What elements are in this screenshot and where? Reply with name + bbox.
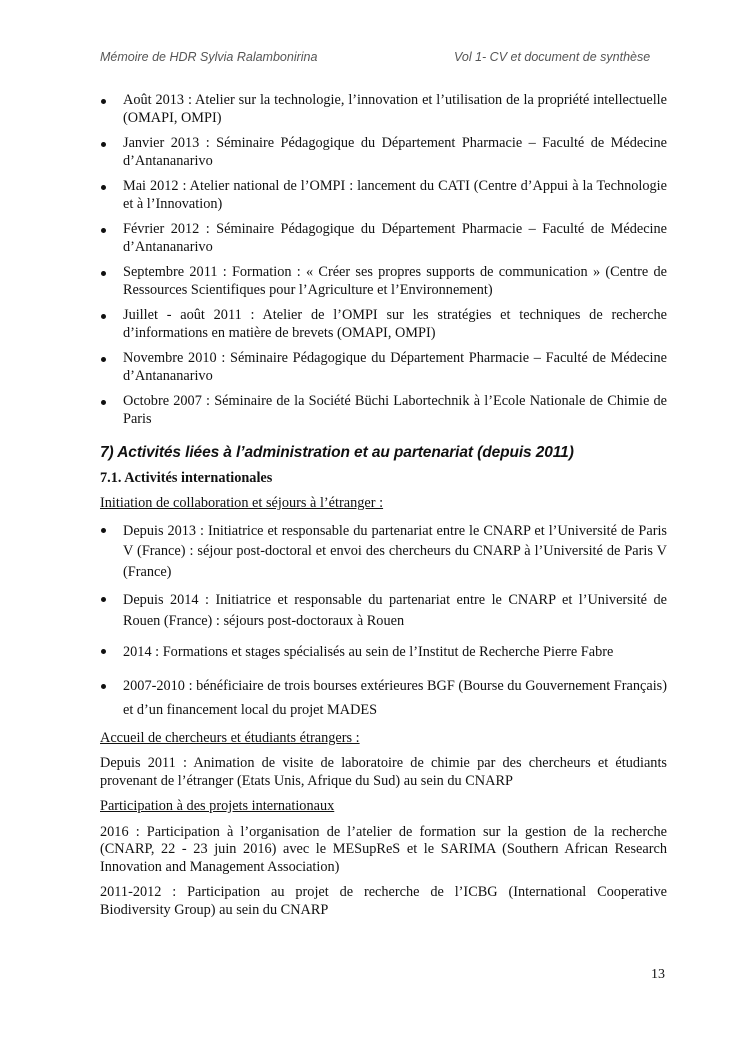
projets-text: 2016 : Participation à l’organisation de l’atelier de formation sur la gestion de la recherche (CNARP, 22 - 23 juin 2016) avec le MESupReS et le SARIMA (Southern African Research Innovation and Management Association) <box>100 823 667 875</box>
header-right-title: Vol 1- CV et document de synthèse <box>454 50 651 64</box>
collab-text: 2007-2010 : bénéficiaire de trois bourses extérieures BGF (Bourse du Gouvernement Français) et d’un financement local du projet MADES <box>123 677 667 718</box>
list-item <box>100 221 667 256</box>
bullet-icon <box>101 271 106 276</box>
collab-text: 2014 : Formations et stages spécialisés au sein de l’Institut de Recherche Pierre Fabre <box>123 644 614 660</box>
page-number: 13 <box>651 967 665 982</box>
bullet-icon <box>101 357 106 362</box>
event-text: Février 2012 : Séminaire Pédagogique du Département Pharmacie – Faculté de Médecine d’Antananarivo <box>123 221 667 255</box>
list-item <box>100 674 667 722</box>
event-text: Juillet - août 2011 : Atelier de l’OMPI sur les stratégies et techniques de recherche d’informations en matière de brevets (OMAPI, OMPI) <box>123 307 667 341</box>
header-left-title: Mémoire de HDR Sylvia Ralambonirina <box>100 50 318 64</box>
bullet-icon <box>101 684 106 689</box>
bullet-icon <box>101 228 106 233</box>
accueil-text: Depuis 2011 : Animation de visite de laboratoire de chimie par des chercheurs et étudiants provenant de l’étranger (Etats Unis, Afrique du Sud) au sein du CNARP <box>100 755 667 789</box>
bullet-icon <box>101 99 106 104</box>
events-list <box>100 92 667 428</box>
bullet-icon <box>101 649 106 654</box>
collab-text: Depuis 2014 : Initiatrice et responsable du partenariat entre le CNARP et l’Université de Rouen (France) : séjours post-doctoraux à Rouen <box>123 592 667 629</box>
list-item <box>100 178 667 213</box>
accueil-heading: Accueil de chercheurs et étudiants étrangers : <box>100 729 360 746</box>
projets-text: 2011-2012 : Participation au projet de recherche de l’ICBG (International Cooperative Biodiversity Group) au sein du CNARP <box>100 884 667 918</box>
event-text: Mai 2012 : Atelier national de l’OMPI : lancement du CATI (Centre d’Appui à la Technologie et à l’Innovation) <box>123 178 667 212</box>
list-item <box>100 307 667 342</box>
event-text: Janvier 2013 : Séminaire Pédagogique du Département Pharmacie – Faculté de Médecine d’Antananarivo <box>123 135 667 169</box>
list-item <box>100 350 667 385</box>
list-item <box>100 642 667 663</box>
collab-list <box>100 521 667 722</box>
collab-heading: Initiation de collaboration et séjours à l’étranger : <box>100 495 384 511</box>
bullet-icon <box>101 142 106 147</box>
collab-text: Depuis 2013 : Initiatrice et responsable du partenariat entre le CNARP et l’Université de Paris V (France) : séjour post-doctoral et envoi des chercheurs du CNARP à l’Université de Paris V (France) <box>123 522 667 580</box>
bullet-icon <box>101 314 106 319</box>
event-text: Septembre 2011 : Formation : « Créer ses propres supports de communication » (Centre de Ressources Scientifiques pour l’Agriculture et l’Environnement) <box>123 264 667 298</box>
subsection-title: 7.1. Activités internationales <box>100 469 273 486</box>
list-item <box>100 135 667 170</box>
bullet-icon <box>101 400 106 405</box>
bullet-icon <box>101 528 106 533</box>
event-text: Août 2013 : Atelier sur la technologie, l’innovation et l’utilisation de la propriété intellectuelle (OMAPI, OMPI) <box>123 92 667 126</box>
bullet-icon <box>101 597 106 602</box>
list-item <box>100 393 667 428</box>
event-text: Octobre 2007 : Séminaire de la Société Büchi Labortechnik à l’Ecole Nationale de Chimie de Paris <box>123 393 667 427</box>
page-content <box>100 92 667 927</box>
page-header <box>100 50 666 64</box>
list-item <box>100 264 667 299</box>
list-item <box>100 521 667 583</box>
event-text: Novembre 2010 : Séminaire Pédagogique du Département Pharmacie – Faculté de Médecine d’Antananarivo <box>123 350 667 384</box>
list-item <box>100 590 667 631</box>
bullet-icon <box>101 185 106 190</box>
list-item <box>100 92 667 127</box>
section-title: 7) Activités liées à l’administration et au partenariat (depuis 2011) <box>100 444 574 461</box>
projets-heading: Participation à des projets internationaux <box>100 798 335 814</box>
